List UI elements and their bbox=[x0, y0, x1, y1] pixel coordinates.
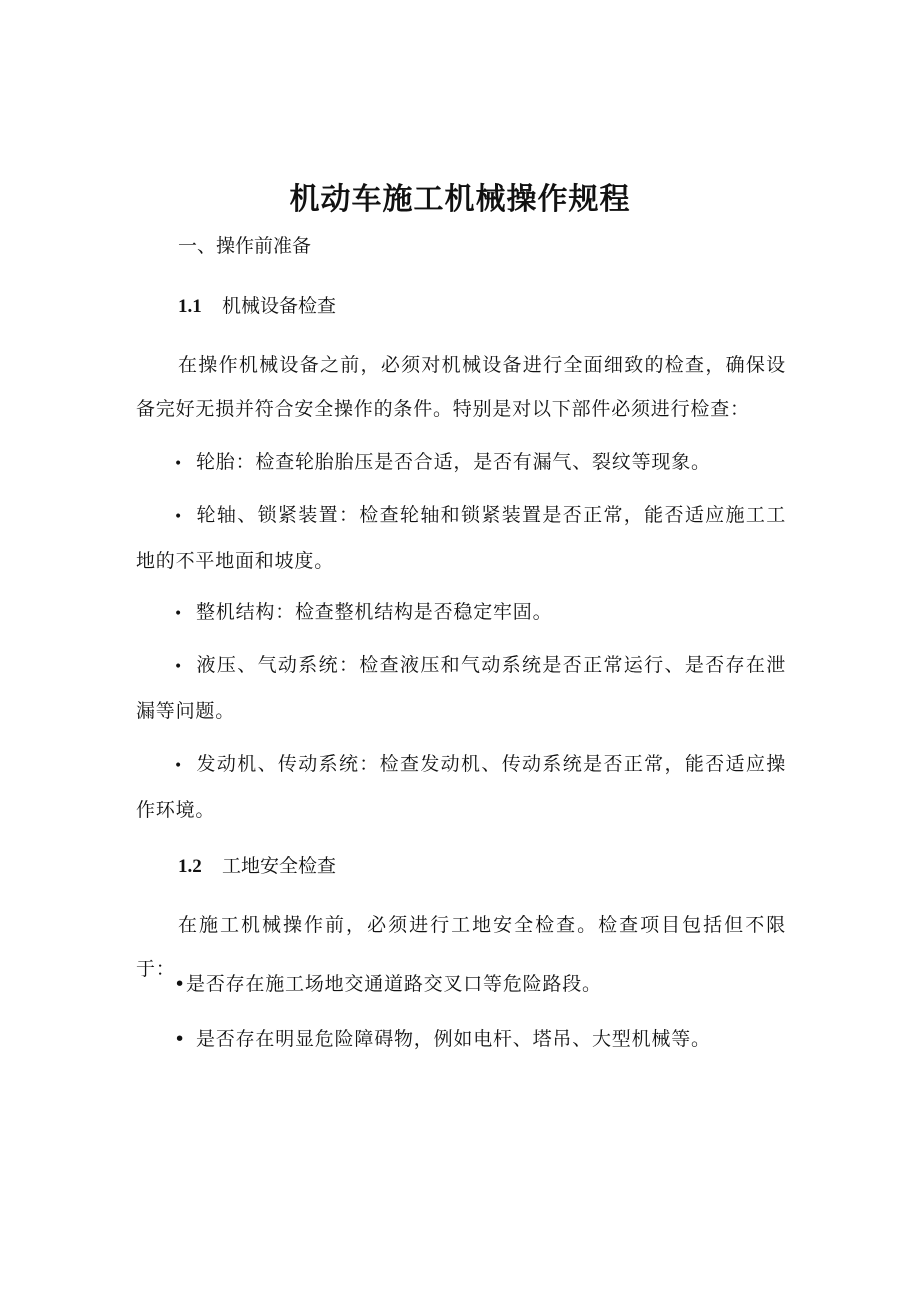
bullet-icon: • bbox=[174, 1028, 187, 1050]
bullet-icon: • bbox=[174, 606, 184, 622]
document-title: 机动车施工机械操作规程 bbox=[289, 182, 631, 217]
list-item-text: 轮轴、锁紧装置：检查轮轴和锁紧装置是否正常，能否适应施工工地的不平地面和坡度。 bbox=[136, 504, 786, 572]
list-item-text: 整机结构：检查整机结构是否稳定牢固。 bbox=[196, 601, 553, 623]
list-item-text: 轮胎：检查轮胎胎压是否合适，是否有漏气、裂纹等现象。 bbox=[196, 451, 711, 473]
bullet-icon: • bbox=[174, 973, 187, 995]
paragraph-site-safety: 在施工机械操作前，必须进行工地安全检查。检查项目包括但不限于： bbox=[136, 914, 786, 980]
bullet-icon: • bbox=[174, 509, 184, 525]
list-item-hydraulic bbox=[136, 643, 786, 733]
list-item-structure bbox=[136, 590, 786, 636]
subsection-heading-1-1 bbox=[178, 291, 336, 322]
paragraph-equipment-check: 在操作机械设备之前，必须对机械设备进行全面细致的检查，确保设备完好无损并符合安全操作的条件。特别是对以下部件必须进行检查： bbox=[136, 354, 786, 420]
bullet-icon: • bbox=[174, 456, 184, 472]
list-item-text: 液压、气动系统：检查液压和气动系统是否正常运行、是否存在泄漏等问题。 bbox=[136, 654, 786, 722]
subsection-heading-1-2 bbox=[178, 851, 336, 882]
subsection-number: 1.2 bbox=[178, 856, 202, 877]
list-item-tires bbox=[136, 440, 786, 486]
list-item-axle bbox=[136, 493, 786, 583]
bullet-icon: • bbox=[174, 758, 184, 774]
list-item-obstacles bbox=[174, 1024, 711, 1054]
bullet-icon: • bbox=[174, 659, 184, 675]
subsection-label: 工地安全检查 bbox=[222, 855, 337, 877]
list-item-text: 是否存在施工场地交通道路交叉口等危险路段。 bbox=[186, 973, 602, 995]
list-item-dangerous-roads bbox=[174, 969, 602, 999]
list-item-text: 是否存在明显危险障碍物，例如电杆、塔吊、大型机械等。 bbox=[196, 1028, 711, 1050]
section-heading-1: 一、操作前准备 bbox=[178, 235, 312, 257]
list-item-text: 发动机、传动系统：检查发动机、传动系统是否正常，能否适应操作环境。 bbox=[136, 753, 786, 821]
subsection-number: 1.1 bbox=[178, 296, 202, 317]
list-item-engine bbox=[136, 742, 786, 832]
subsection-label: 机械设备检查 bbox=[222, 295, 337, 317]
